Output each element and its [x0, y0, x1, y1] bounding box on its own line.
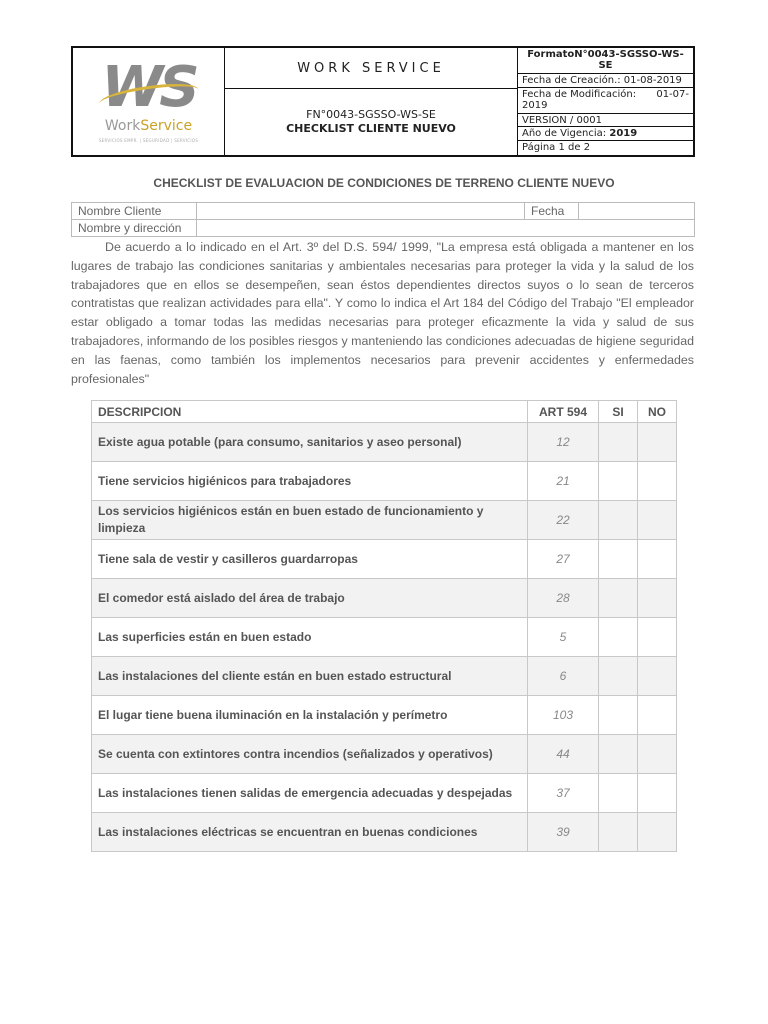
row-description: Se cuenta con extintores contra incendios (señalizados y operativos) — [92, 735, 528, 774]
row-no-cell[interactable] — [638, 579, 677, 618]
logo-tagline: SERVICIOS EMPR. | SEGURIDAD | SERVICIOS — [98, 138, 199, 143]
row-no-cell[interactable] — [638, 735, 677, 774]
page-number: Página 1 de 2 — [522, 142, 591, 153]
table-row — [92, 774, 677, 813]
fecha-label: Fecha — [525, 203, 579, 220]
header-si: SI — [599, 401, 638, 423]
row-no-cell[interactable] — [638, 618, 677, 657]
row-description: El lugar tiene buena iluminación en la instalación y perímetro — [92, 696, 528, 735]
row-article: 103 — [528, 696, 599, 735]
row-si-cell[interactable] — [599, 813, 638, 852]
version: VERSION / 0001 — [518, 114, 693, 127]
row-si-cell[interactable] — [599, 462, 638, 501]
logo-cell — [73, 48, 225, 155]
row-si-cell[interactable] — [599, 540, 638, 579]
row-si-cell[interactable] — [599, 501, 638, 540]
fecha-modificacion: Fecha de Modificación: 01-07- 2019 — [518, 88, 693, 114]
fecha-field[interactable] — [579, 203, 695, 220]
row-description: Los servicios higiénicos están en buen estado de funcionamiento y limpieza — [92, 501, 528, 540]
row-article: 28 — [528, 579, 599, 618]
checklist-table — [91, 400, 677, 852]
document-name: CHECKLIST CLIENTE NUEVO — [286, 122, 456, 135]
row-description: Tiene servicios higiénicos para trabajadores — [92, 462, 528, 501]
table-row — [92, 462, 677, 501]
row-description: Las instalaciones tienen salidas de emergencia adecuadas y despejadas — [92, 774, 528, 813]
row-article: 22 — [528, 501, 599, 540]
client-info-table — [71, 202, 695, 237]
work-service-logo — [91, 55, 206, 148]
fecha-creacion: Fecha de Creación.: 01-08-2019 — [518, 74, 693, 88]
row-si-cell[interactable] — [599, 657, 638, 696]
cliente-field[interactable] — [197, 203, 525, 220]
row-article: 37 — [528, 774, 599, 813]
row-no-cell[interactable] — [638, 501, 677, 540]
logo-monogram: WS — [101, 55, 196, 120]
table-row — [92, 735, 677, 774]
direccion-field[interactable] — [197, 220, 695, 237]
row-si-cell[interactable] — [599, 696, 638, 735]
row-no-cell[interactable] — [638, 462, 677, 501]
row-article: 44 — [528, 735, 599, 774]
table-row — [92, 813, 677, 852]
formato-code: FormatoN°0043-SGSSO-WS-SE — [518, 48, 693, 74]
row-si-cell[interactable] — [599, 735, 638, 774]
legal-paragraph: De acuerdo a lo indicado en el Art. 3º del D.S. 594/ 1999, "La empresa está obligada a mantener en los lugares de trabajo las condiciones sanitarias y ambientales necesarias para proteger la vida y la salud de los trabajadores que en ellos se desempeñen, sean éstos dependientes directos suyos o lo sean de terceros contratistas que realizan actividades para ella". Y como lo indica el Art 184 del Código del Trabajo "El empleador estar obligado a tomar todas las medidas necesarias para proteger eficazmente la vida y salud de sus trabajadores, informando de los posibles riesgos y manteniendo las condiciones adecuadas de higiene seguridad en las faenas, como también los implementos necesarios para prevenir accidentes y enfermedades profesionales" — [71, 240, 694, 386]
row-si-cell[interactable] — [599, 579, 638, 618]
row-no-cell[interactable] — [638, 813, 677, 852]
row-no-cell[interactable] — [638, 423, 677, 462]
row-no-cell[interactable] — [638, 540, 677, 579]
row-no-cell[interactable] — [638, 657, 677, 696]
row-article: 27 — [528, 540, 599, 579]
cliente-label: Nombre Cliente — [72, 203, 197, 220]
checklist-header-row — [92, 401, 677, 423]
logo-wordmark: WorkService — [104, 118, 193, 134]
row-si-cell[interactable] — [599, 618, 638, 657]
row-article: 6 — [528, 657, 599, 696]
table-row — [92, 618, 677, 657]
row-no-cell[interactable] — [638, 696, 677, 735]
document-meta — [518, 48, 693, 155]
document-code: FN°0043-SGSSO-WS-SE — [306, 108, 436, 121]
row-article: 12 — [528, 423, 599, 462]
row-description: Las superficies están en buen estado — [92, 618, 528, 657]
ano-vigencia: Año de Vigencia: 2019 — [518, 127, 693, 141]
company-name: WORK SERVICE — [225, 48, 518, 89]
header-descripcion: DESCRIPCION — [92, 401, 528, 423]
row-description: Las instalaciones eléctricas se encuentran en buenas condiciones — [92, 813, 528, 852]
row-article: 21 — [528, 462, 599, 501]
row-article: 5 — [528, 618, 599, 657]
header-no: NO — [638, 401, 677, 423]
row-no-cell[interactable] — [638, 774, 677, 813]
table-row — [92, 423, 677, 462]
header-art: ART 594 — [528, 401, 599, 423]
table-row — [92, 540, 677, 579]
document-identifier — [225, 89, 518, 155]
table-row — [92, 696, 677, 735]
page-title: CHECKLIST DE EVALUACION DE CONDICIONES DE TERRENO CLIENTE NUEVO — [153, 176, 615, 190]
row-description: Existe agua potable (para consumo, sanitarios y aseo personal) — [92, 423, 528, 462]
row-si-cell[interactable] — [599, 423, 638, 462]
table-row — [92, 579, 677, 618]
row-description: El comedor está aislado del área de trabajo — [92, 579, 528, 618]
row-si-cell[interactable] — [599, 774, 638, 813]
table-row — [92, 501, 677, 540]
table-row — [92, 657, 677, 696]
row-description: Tiene sala de vestir y casilleros guardarropas — [92, 540, 528, 579]
document-header — [71, 46, 695, 157]
row-article: 39 — [528, 813, 599, 852]
direccion-label: Nombre y dirección — [72, 220, 197, 237]
row-description: Las instalaciones del cliente están en buen estado estructural — [92, 657, 528, 696]
